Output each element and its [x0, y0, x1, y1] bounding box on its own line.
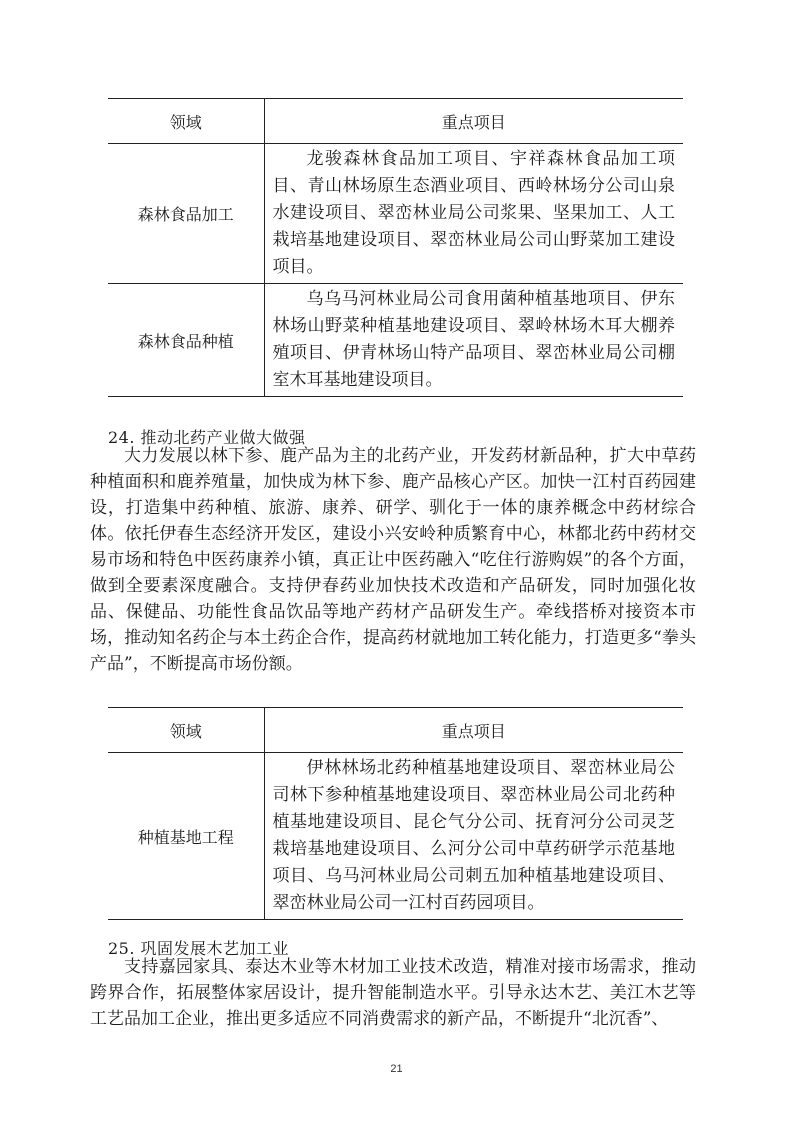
table-row [108, 144, 683, 284]
field-cell: 森林食品种植 [108, 284, 264, 397]
field-cell: 种植基地工程 [108, 753, 264, 920]
table-row [108, 753, 683, 920]
field-cell: 森林食品加工 [108, 144, 264, 284]
forest-food-projects-table [108, 98, 683, 397]
projects-column-header: 重点项目 [264, 708, 683, 753]
herb-planting-projects-table [108, 707, 683, 920]
table-row [108, 284, 683, 397]
page-number: 21 [390, 1063, 403, 1075]
projects-cell: 龙骏森林食品加工项目、宇祥森林食品加工项目、青山林场原生态酒业项目、西岭林场分公司山泉水建设项目、翠峦林业局公司浆果、坚果加工、人工栽培基地建设项目、翠峦林业局公司山野菜加工建设项目。 [264, 144, 683, 284]
field-column-header: 领域 [108, 708, 264, 753]
projects-cell: 乌乌马河林业局公司食用菌种植基地项目、伊东林场山野菜种植基地建设项目、翠岭林场木耳大棚养殖项目、伊青林场山特产品项目、翠峦林业局公司棚室木耳基地建设项目。 [264, 284, 683, 397]
table-header-row [108, 99, 683, 144]
section-25-heading: 25. 巩固发展木艺加工业 [108, 939, 290, 958]
projects-cell: 伊林林场北药种植基地建设项目、翠峦林业局公司林下参种植基地建设项目、翠峦林业局公司北药种植基地建设项目、昆仑气分公司、抚育河分公司灵芝栽培基地建设项目、么河分公司中草药研学示范基地项目、乌马河林业局公司刺五加种植基地建设项目、翠峦林业局公司一江村百药园项目。 [264, 753, 683, 920]
section-25-paragraph: 支持嘉园家具、泰达木业等木材加工业技术改造，精准对接市场需求，推动跨界合作，拓展整体家居设计，提升智能制造水平。引导永达木艺、美江木艺等工艺品加工企业，推出更多适应不同消费需求的新产品，不断提升“北沉香”、 [90, 957, 696, 1029]
projects-column-header: 重点项目 [264, 99, 683, 144]
section-24-paragraph: 大力发展以林下参、鹿产品为主的北药产业，开发药材新品种，扩大中草药种植面积和鹿养殖量，加快成为林下参、鹿产品核心产区。加快一江村百药园建设，打造集中药种植、旅游、康养、研学、驯化于一体的康养概念中药材综合体。依托伊春生态经济开发区，建设小兴安岭种质繁育中心，林都北药中药材交易市场和特色中医药康养小镇，真正让中医药融入“吃住行游购娱”的各个方面，做到全要素深度融合。支持伊春药业加快技术改造和产品研发，同时加强化妆品、保健品、功能性食品饮品等地产药材产品研发生产。牵线搭桥对接资本市场，推动知名药企与本土药企合作，提高药材就地加工转化能力，打造更多“拳头产品”，不断提高市场份额。 [90, 446, 696, 674]
section-24-heading: 24. 推动北药产业做大做强 [108, 428, 306, 447]
table-header-row [108, 708, 683, 753]
field-column-header: 领域 [108, 99, 264, 144]
